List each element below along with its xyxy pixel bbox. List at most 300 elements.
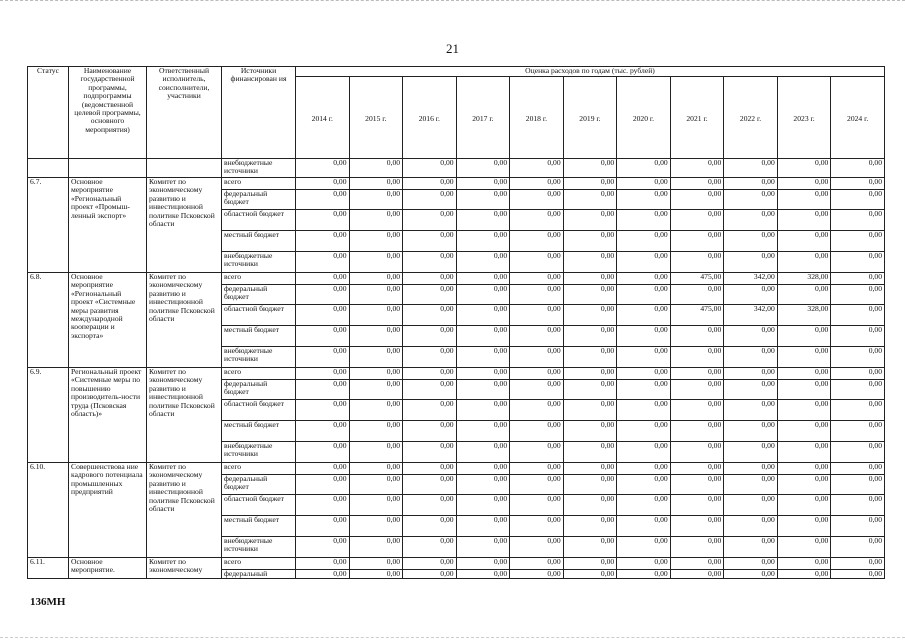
status-cell: 6.10. [28, 463, 69, 558]
year-header: 2020 г. [617, 77, 671, 159]
amount-cell: 0,00 [724, 400, 778, 421]
amount-cell: 0,00 [777, 421, 831, 442]
amount-cell: 0,00 [777, 159, 831, 178]
amount-cell: 0,00 [617, 252, 671, 273]
amount-cell: 0,00 [510, 380, 564, 400]
scan-edge-bottom [0, 635, 905, 638]
amount-cell: 0,00 [777, 400, 831, 421]
amount-cell: 0,00 [777, 347, 831, 368]
source-cell: всего [222, 558, 296, 570]
source-cell: внебюджетные источники [222, 537, 296, 558]
source-cell: федеральный бюджет [222, 475, 296, 495]
amount-cell: 0,00 [296, 190, 350, 210]
amount-cell: 0,00 [831, 463, 885, 475]
amount-cell: 0,00 [670, 495, 724, 516]
amount-cell: 328,00 [777, 305, 831, 326]
amount-cell: 0,00 [456, 326, 510, 347]
amount-cell: 0,00 [296, 178, 350, 190]
amount-cell: 0,00 [349, 368, 403, 380]
amount-cell: 0,00 [724, 475, 778, 495]
amount-cell: 0,00 [296, 210, 350, 231]
amount-cell: 0,00 [296, 368, 350, 380]
amount-cell: 0,00 [617, 537, 671, 558]
amount-cell: 0,00 [510, 421, 564, 442]
amount-cell: 0,00 [563, 178, 617, 190]
amount-cell: 0,00 [403, 570, 457, 579]
footer-code: 136МН [30, 596, 66, 608]
amount-cell: 0,00 [670, 210, 724, 231]
amount-cell: 0,00 [724, 570, 778, 579]
amount-cell: 0,00 [724, 463, 778, 475]
amount-cell: 0,00 [831, 368, 885, 380]
amount-cell: 0,00 [777, 368, 831, 380]
amount-cell: 0,00 [617, 516, 671, 537]
amount-cell: 0,00 [563, 400, 617, 421]
amount-cell: 0,00 [724, 380, 778, 400]
amount-cell: 0,00 [617, 159, 671, 178]
amount-cell: 0,00 [831, 159, 885, 178]
amount-cell: 0,00 [777, 463, 831, 475]
amount-cell: 0,00 [724, 495, 778, 516]
amount-cell: 0,00 [403, 421, 457, 442]
amount-cell: 0,00 [670, 537, 724, 558]
header-row [28, 67, 885, 77]
amount-cell: 0,00 [296, 570, 350, 579]
amount-cell: 0,00 [563, 210, 617, 231]
amount-cell: 0,00 [510, 210, 564, 231]
amount-cell: 0,00 [349, 380, 403, 400]
amount-cell: 0,00 [296, 516, 350, 537]
table-row [28, 368, 885, 380]
amount-cell: 0,00 [296, 463, 350, 475]
amount-cell: 0,00 [831, 537, 885, 558]
amount-cell: 0,00 [456, 178, 510, 190]
amount-cell: 0,00 [349, 570, 403, 579]
amount-cell: 0,00 [670, 400, 724, 421]
amount-cell: 0,00 [510, 178, 564, 190]
amount-cell: 0,00 [403, 380, 457, 400]
amount-cell: 0,00 [349, 347, 403, 368]
measure-name-cell: Основное мероприятие. [69, 558, 147, 579]
amount-cell: 0,00 [670, 558, 724, 570]
amount-cell: 0,00 [510, 347, 564, 368]
amount-cell: 0,00 [670, 380, 724, 400]
year-header: 2021 г. [670, 77, 724, 159]
source-cell: всего [222, 463, 296, 475]
amount-cell: 0,00 [831, 273, 885, 285]
amount-cell: 0,00 [777, 495, 831, 516]
year-header: 2014 г. [296, 77, 350, 159]
amount-cell: 0,00 [831, 252, 885, 273]
amount-cell: 0,00 [777, 570, 831, 579]
amount-cell: 0,00 [563, 442, 617, 463]
amount-cell: 0,00 [510, 252, 564, 273]
amount-cell: 0,00 [617, 285, 671, 305]
amount-cell: 0,00 [670, 516, 724, 537]
amount-cell: 0,00 [831, 516, 885, 537]
amount-cell: 0,00 [456, 159, 510, 178]
amount-cell: 0,00 [456, 400, 510, 421]
amount-cell: 0,00 [403, 178, 457, 190]
amount-cell: 0,00 [349, 400, 403, 421]
amount-cell: 0,00 [777, 178, 831, 190]
amount-cell: 0,00 [777, 285, 831, 305]
amount-cell: 0,00 [563, 305, 617, 326]
amount-cell: 0,00 [563, 285, 617, 305]
amount-cell: 0,00 [617, 190, 671, 210]
amount-cell: 0,00 [670, 252, 724, 273]
source-cell: внебюджетные источники [222, 347, 296, 368]
amount-cell: 0,00 [456, 305, 510, 326]
amount-cell: 0,00 [510, 159, 564, 178]
year-header: 2022 г. [724, 77, 778, 159]
amount-cell: 0,00 [296, 400, 350, 421]
amount-cell: 0,00 [831, 231, 885, 252]
source-cell: местный бюджет [222, 516, 296, 537]
amount-cell: 0,00 [831, 442, 885, 463]
amount-cell: 0,00 [831, 285, 885, 305]
amount-cell: 0,00 [510, 463, 564, 475]
amount-cell: 0,00 [349, 463, 403, 475]
amount-cell: 0,00 [724, 326, 778, 347]
source-cell: всего [222, 368, 296, 380]
amount-cell: 0,00 [617, 178, 671, 190]
amount-cell: 0,00 [670, 463, 724, 475]
amount-cell: 0,00 [456, 190, 510, 210]
executor-cell: Комитет по экономическому развитию и инвестиционной политике Псковской области [147, 463, 222, 558]
amount-cell: 0,00 [617, 305, 671, 326]
amount-cell: 0,00 [456, 252, 510, 273]
amount-cell: 0,00 [724, 347, 778, 368]
amount-cell: 0,00 [777, 516, 831, 537]
amount-cell: 0,00 [456, 273, 510, 285]
amount-cell: 0,00 [403, 159, 457, 178]
amount-cell: 0,00 [670, 442, 724, 463]
source-cell: местный бюджет [222, 326, 296, 347]
amount-cell: 0,00 [349, 558, 403, 570]
amount-cell: 0,00 [296, 558, 350, 570]
measure-name-cell: Основное мероприятие «Региональный проект «Промыш-ленный экспорт» [69, 178, 147, 273]
amount-cell: 0,00 [456, 570, 510, 579]
amount-cell: 0,00 [777, 558, 831, 570]
source-cell: всего [222, 178, 296, 190]
amount-cell: 0,00 [831, 380, 885, 400]
amount-cell: 0,00 [510, 442, 564, 463]
amount-cell: 0,00 [296, 285, 350, 305]
amount-cell: 0,00 [724, 516, 778, 537]
amount-cell: 0,00 [670, 570, 724, 579]
amount-cell: 0,00 [510, 400, 564, 421]
amount-cell: 0,00 [296, 273, 350, 285]
scan-edge-top [0, 0, 905, 4]
amount-cell: 0,00 [296, 537, 350, 558]
amount-cell: 0,00 [510, 190, 564, 210]
amount-cell: 0,00 [724, 558, 778, 570]
amount-cell: 0,00 [563, 368, 617, 380]
amount-cell: 0,00 [296, 231, 350, 252]
amount-cell: 0,00 [617, 442, 671, 463]
empty-cell [28, 159, 69, 178]
amount-cell: 0,00 [403, 285, 457, 305]
amount-cell: 0,00 [617, 463, 671, 475]
table-row [28, 558, 885, 570]
col-status-header: Статус [28, 67, 69, 159]
amount-cell: 0,00 [456, 210, 510, 231]
amount-cell: 0,00 [349, 305, 403, 326]
source-cell: федеральный [222, 570, 296, 579]
amount-cell: 0,00 [831, 305, 885, 326]
amount-cell: 0,00 [510, 326, 564, 347]
amount-cell: 0,00 [456, 516, 510, 537]
source-cell: областной бюджет [222, 400, 296, 421]
amount-cell: 0,00 [456, 380, 510, 400]
empty-cell [147, 159, 222, 178]
amount-cell: 342,00 [724, 273, 778, 285]
amount-cell: 0,00 [510, 516, 564, 537]
amount-cell: 0,00 [777, 442, 831, 463]
amount-cell: 0,00 [617, 326, 671, 347]
executor-cell: Комитет по экономическому [147, 558, 222, 579]
amount-cell: 0,00 [724, 368, 778, 380]
source-cell: областной бюджет [222, 305, 296, 326]
amount-cell: 0,00 [617, 558, 671, 570]
status-cell: 6.8. [28, 273, 69, 368]
amount-cell: 0,00 [349, 285, 403, 305]
col-estimate-header: Оценка расходов по годам (тыс. рублей) [296, 67, 885, 77]
amount-cell: 0,00 [349, 178, 403, 190]
amount-cell: 0,00 [724, 252, 778, 273]
amount-cell: 0,00 [777, 475, 831, 495]
amount-cell: 0,00 [831, 347, 885, 368]
amount-cell: 0,00 [777, 190, 831, 210]
amount-cell: 0,00 [777, 252, 831, 273]
measure-name-cell: Региональный проект «Системные меры по повышению производитель-ности труда (Псковская область)» [69, 368, 147, 463]
amount-cell: 0,00 [831, 570, 885, 579]
year-header: 2024 г. [831, 77, 885, 159]
amount-cell: 0,00 [403, 231, 457, 252]
amount-cell: 0,00 [724, 285, 778, 305]
amount-cell: 0,00 [296, 326, 350, 347]
amount-cell: 0,00 [777, 380, 831, 400]
amount-cell: 0,00 [456, 475, 510, 495]
amount-cell: 0,00 [617, 400, 671, 421]
amount-cell: 0,00 [403, 210, 457, 231]
amount-cell: 0,00 [349, 516, 403, 537]
amount-cell: 0,00 [456, 558, 510, 570]
amount-cell: 0,00 [670, 326, 724, 347]
amount-cell: 0,00 [349, 252, 403, 273]
amount-cell: 0,00 [349, 190, 403, 210]
amount-cell: 0,00 [670, 159, 724, 178]
amount-cell: 0,00 [296, 495, 350, 516]
source-cell: внебюджетные источники [222, 159, 296, 178]
amount-cell: 475,00 [670, 305, 724, 326]
amount-cell: 0,00 [403, 537, 457, 558]
amount-cell: 0,00 [403, 252, 457, 273]
amount-cell: 0,00 [617, 495, 671, 516]
source-cell: внебюджетные источники [222, 252, 296, 273]
amount-cell: 0,00 [349, 159, 403, 178]
amount-cell: 0,00 [403, 463, 457, 475]
table-row [28, 273, 885, 285]
amount-cell: 0,00 [403, 305, 457, 326]
amount-cell: 0,00 [563, 421, 617, 442]
amount-cell: 0,00 [456, 285, 510, 305]
amount-cell: 0,00 [403, 190, 457, 210]
year-header: 2019 г. [563, 77, 617, 159]
year-header: 2017 г. [456, 77, 510, 159]
amount-cell: 0,00 [296, 475, 350, 495]
amount-cell: 0,00 [617, 273, 671, 285]
amount-cell: 0,00 [510, 273, 564, 285]
executor-cell: Комитет по экономическому развитию и инвестиционной политике Псковской области [147, 273, 222, 368]
amount-cell: 0,00 [670, 347, 724, 368]
amount-cell: 0,00 [349, 231, 403, 252]
amount-cell: 0,00 [296, 305, 350, 326]
source-cell: федеральный бюджет [222, 190, 296, 210]
amount-cell: 0,00 [670, 285, 724, 305]
amount-cell: 0,00 [563, 347, 617, 368]
amount-cell: 0,00 [403, 400, 457, 421]
amount-cell: 0,00 [403, 368, 457, 380]
amount-cell: 0,00 [617, 231, 671, 252]
amount-cell: 0,00 [510, 305, 564, 326]
amount-cell: 0,00 [349, 442, 403, 463]
amount-cell: 0,00 [670, 231, 724, 252]
source-cell: внебюджетные источники [222, 442, 296, 463]
amount-cell: 0,00 [563, 495, 617, 516]
status-cell: 6.11. [28, 558, 69, 579]
col-sources-header: Источники финансирован ия [222, 67, 296, 159]
year-header: 2023 г. [777, 77, 831, 159]
amount-cell: 0,00 [510, 285, 564, 305]
year-header: 2015 г. [349, 77, 403, 159]
amount-cell: 0,00 [456, 368, 510, 380]
amount-cell: 0,00 [296, 347, 350, 368]
amount-cell: 0,00 [617, 421, 671, 442]
amount-cell: 0,00 [349, 421, 403, 442]
amount-cell: 0,00 [296, 421, 350, 442]
amount-cell: 0,00 [563, 190, 617, 210]
amount-cell: 0,00 [563, 558, 617, 570]
amount-cell: 0,00 [563, 159, 617, 178]
amount-cell: 0,00 [349, 537, 403, 558]
amount-cell: 0,00 [724, 231, 778, 252]
amount-cell: 0,00 [510, 537, 564, 558]
amount-cell: 0,00 [456, 463, 510, 475]
amount-cell: 0,00 [510, 558, 564, 570]
col-name-header: Наименование государственной программы, подпрограммы (ведомственной целевой программы, основного мероприятия) [69, 67, 147, 159]
amount-cell: 0,00 [724, 159, 778, 178]
amount-cell: 0,00 [563, 231, 617, 252]
amount-cell: 0,00 [724, 537, 778, 558]
amount-cell: 0,00 [777, 326, 831, 347]
amount-cell: 0,00 [456, 495, 510, 516]
source-cell: федеральный бюджет [222, 380, 296, 400]
amount-cell: 0,00 [831, 421, 885, 442]
amount-cell: 0,00 [563, 252, 617, 273]
amount-cell: 0,00 [510, 368, 564, 380]
amount-cell: 342,00 [724, 305, 778, 326]
amount-cell: 0,00 [296, 159, 350, 178]
year-header: 2018 г. [510, 77, 564, 159]
amount-cell: 0,00 [349, 326, 403, 347]
source-cell: местный бюджет [222, 421, 296, 442]
amount-cell: 475,00 [670, 273, 724, 285]
amount-cell: 0,00 [403, 475, 457, 495]
amount-cell: 0,00 [724, 190, 778, 210]
amount-cell: 0,00 [670, 368, 724, 380]
amount-cell: 0,00 [724, 210, 778, 231]
amount-cell: 0,00 [617, 475, 671, 495]
amount-cell: 0,00 [563, 570, 617, 579]
source-cell: федеральный бюджет [222, 285, 296, 305]
amount-cell: 0,00 [563, 463, 617, 475]
amount-cell: 0,00 [563, 273, 617, 285]
amount-cell: 0,00 [510, 231, 564, 252]
status-cell: 6.9. [28, 368, 69, 463]
amount-cell: 0,00 [456, 442, 510, 463]
amount-cell: 0,00 [403, 516, 457, 537]
amount-cell: 0,00 [403, 273, 457, 285]
amount-cell: 0,00 [670, 421, 724, 442]
table-row [28, 178, 885, 190]
status-cell: 6.7. [28, 178, 69, 273]
amount-cell: 0,00 [510, 570, 564, 579]
amount-cell: 0,00 [724, 421, 778, 442]
amount-cell: 0,00 [563, 537, 617, 558]
amount-cell: 0,00 [403, 495, 457, 516]
amount-cell: 0,00 [617, 570, 671, 579]
source-cell: областной бюджет [222, 210, 296, 231]
amount-cell: 0,00 [349, 210, 403, 231]
source-cell: местный бюджет [222, 231, 296, 252]
amount-cell: 0,00 [349, 495, 403, 516]
executor-cell: Комитет по экономическому развитию и инвестиционной политике Псковской области [147, 178, 222, 273]
amount-cell: 0,00 [617, 380, 671, 400]
amount-cell: 0,00 [296, 380, 350, 400]
measure-name-cell: Основное мероприятие «Региональный проект «Системные меры развития международной кооперации и экспорта» [69, 273, 147, 368]
col-executor-header: Ответственный исполнитель, соисполнители, участники [147, 67, 222, 159]
source-cell: областной бюджет [222, 495, 296, 516]
amount-cell: 0,00 [777, 231, 831, 252]
amount-cell: 0,00 [831, 178, 885, 190]
page-number: 21 [446, 41, 459, 56]
amount-cell: 328,00 [777, 273, 831, 285]
budget-table [27, 66, 885, 579]
amount-cell: 0,00 [403, 442, 457, 463]
amount-cell: 0,00 [349, 475, 403, 495]
amount-cell: 0,00 [670, 190, 724, 210]
amount-cell: 0,00 [403, 326, 457, 347]
amount-cell: 0,00 [831, 400, 885, 421]
amount-cell: 0,00 [563, 380, 617, 400]
amount-cell: 0,00 [403, 347, 457, 368]
amount-cell: 0,00 [563, 516, 617, 537]
amount-cell: 0,00 [456, 231, 510, 252]
source-cell: всего [222, 273, 296, 285]
table-row [28, 463, 885, 475]
amount-cell: 0,00 [777, 537, 831, 558]
year-header: 2016 г. [403, 77, 457, 159]
measure-name-cell: Совершенствова ние кадрового потенциала промышленных предприятий [69, 463, 147, 558]
amount-cell: 0,00 [777, 210, 831, 231]
amount-cell: 0,00 [831, 475, 885, 495]
amount-cell: 0,00 [456, 347, 510, 368]
table-body [28, 159, 885, 579]
amount-cell: 0,00 [831, 558, 885, 570]
empty-cell [69, 159, 147, 178]
